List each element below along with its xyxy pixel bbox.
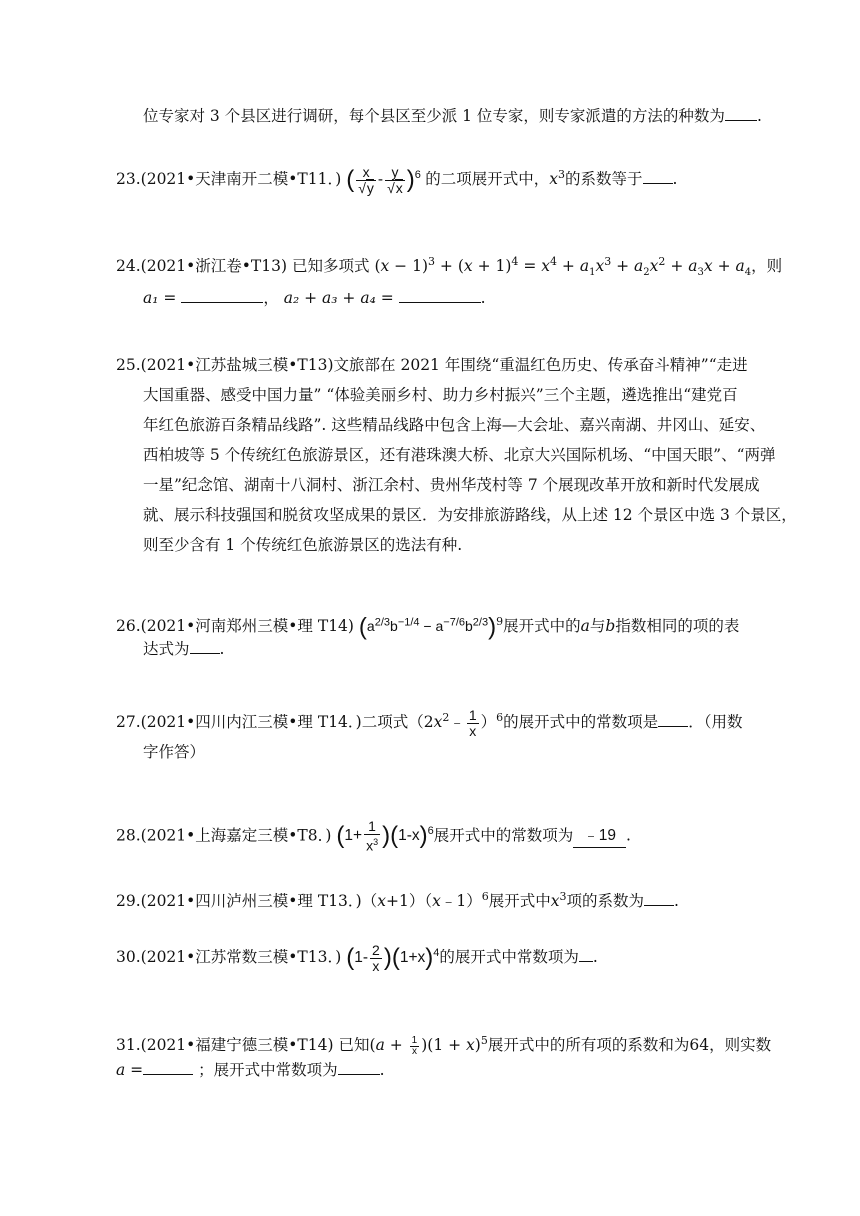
- answer-blank-sum[interactable]: [399, 286, 481, 303]
- question-27-line2: 字作答）: [143, 743, 206, 761]
- formula-binomial: $(a^{2/3}b^{-1/4} - a^{-7/6}b^{2/3})$: [358, 613, 497, 641]
- formula-product: (1+ $\frac{1}{x^3}$ )$(1-x)^6$: [336, 818, 434, 854]
- question-30: 30.(2021•江苏常数三模•T13．) (1- $\frac{2}{x}$ )$(1+x)^4$的展开式中常数项为 .: [116, 941, 598, 974]
- question-25-line-1: 25.(2021•江苏盐城三模•T13)文旅部在 2021 年围绕“重温红色历史、传承奋斗精神”“走进: [116, 356, 748, 374]
- answer-blank[interactable]: [725, 104, 757, 121]
- question-26: 26.(2021•河南郑州三模•理 T14) $(a^{2/3}b^{-1/4} - a^{-7/6}b^{2/3})^9$展开式中的a与b指数相同的项的表: [116, 613, 740, 641]
- question-29: 29.(2021•四川泸州三模•理 T13．)（x+1）（x﹣1）$^6$展开式中$x^3$项的系数为 .: [116, 890, 679, 911]
- formula-polynomial: $(x - 1)^3 + (x + 1)^4 = x^4 + a_1x^3 + a_2x^2 + a_3x + a_4$: [374, 255, 752, 279]
- answer-value: ﹣19: [573, 825, 626, 848]
- answer-blank-a1[interactable]: [181, 286, 263, 303]
- formula-binomial: ( $\frac{x}{√y}$ - $\frac{y}{√x}$ )$^6$: [346, 163, 421, 196]
- question-31: 31.(2021•福建宁德三模•T14) 已知(a + $\frac{1}{x}$ )$(1 + x)^5$展开式中的所有项的系数和为64，则实数: [116, 1034, 772, 1057]
- question-24: 24.(2021•浙江卷•T13) 已知多项式 $(x - 1)^3 + (x + 1)^4 = x^4 + a_1x^3 + a_2x^2 + a_3x + a_4$，则: [116, 255, 783, 279]
- answer-blank[interactable]: [658, 710, 688, 727]
- formula-product: (a + $\frac{1}{x}$ )(1 + x): [369, 1034, 481, 1057]
- question-23: 23.(2021•天津南开二模•T11．) ( $\frac{x}{√y}$ - $\frac{y}{√x}$ )$^6$ 的二项展开式中，$x^3$的系数等于 .: [116, 163, 678, 196]
- formula-product: (1- $\frac{2}{x}$ )$(1+x)^4$: [346, 941, 440, 974]
- answer-blank[interactable]: [643, 167, 673, 184]
- question-28: 28.(2021•上海嘉定三模•T8．) (1+ $\frac{1}{x^3}$ )$(1-x)^6$展开式中的常数项为 ﹣19 .: [116, 818, 631, 854]
- answer-blank-a[interactable]: [143, 1058, 193, 1075]
- question-31-line2: a = ；展开式中常数项为 .: [116, 1058, 385, 1081]
- question-27: 27.(2021•四川内江三模•理 T14．)二项式（$2x^2﹣$ $\frac{1}{x}$ ）$^6$的展开式中的常数项是 ．（用数: [116, 706, 743, 739]
- question-25-line-6: 就、展示科技强国和脱贫攻坚成果的景区．为安排旅游路线，从上述 12 个景区中选 3 个景区，: [143, 506, 797, 524]
- question-25-line-3: 年红色旅游百条精品线路”. 这些精品线路中包含上海—大会址、嘉兴南湖、井冈山、延安、: [143, 416, 766, 434]
- answer-blank[interactable]: [644, 889, 674, 906]
- question-25-line-4: 西柏坡等 5 个传统红色旅游景区，还有港珠澳大桥、北京大兴国际机场、“中国天眼”、“两弹: [143, 446, 776, 464]
- question-26-line2: 达式为 .: [143, 637, 224, 660]
- question-25-line-5: 一星”纪念馆、湖南十八洞村、浙江余村、贵州华茂村等 7 个展现改革开放和新时代发展成: [143, 476, 760, 494]
- answer-blank-constant[interactable]: [338, 1058, 380, 1075]
- question-24-line2: a₁ = ， a₂ + a₃ + a₄ = .: [143, 286, 486, 309]
- question-25-line-7: 则至少含有 1 个传统红色旅游景区的选法有种.: [143, 536, 463, 554]
- question-25-line-2: 大国重器、感受中国力量” “体验美丽乡村、助力乡村振兴”三个主题，遴选推出“建党百: [143, 386, 738, 404]
- answer-blank[interactable]: [579, 945, 593, 962]
- answer-blank[interactable]: [190, 637, 220, 654]
- question-22-tail: 位专家对 3 个县区进行调研，每个县区至少派 1 位专家，则专家派遣的方法的种数为 .: [143, 104, 762, 127]
